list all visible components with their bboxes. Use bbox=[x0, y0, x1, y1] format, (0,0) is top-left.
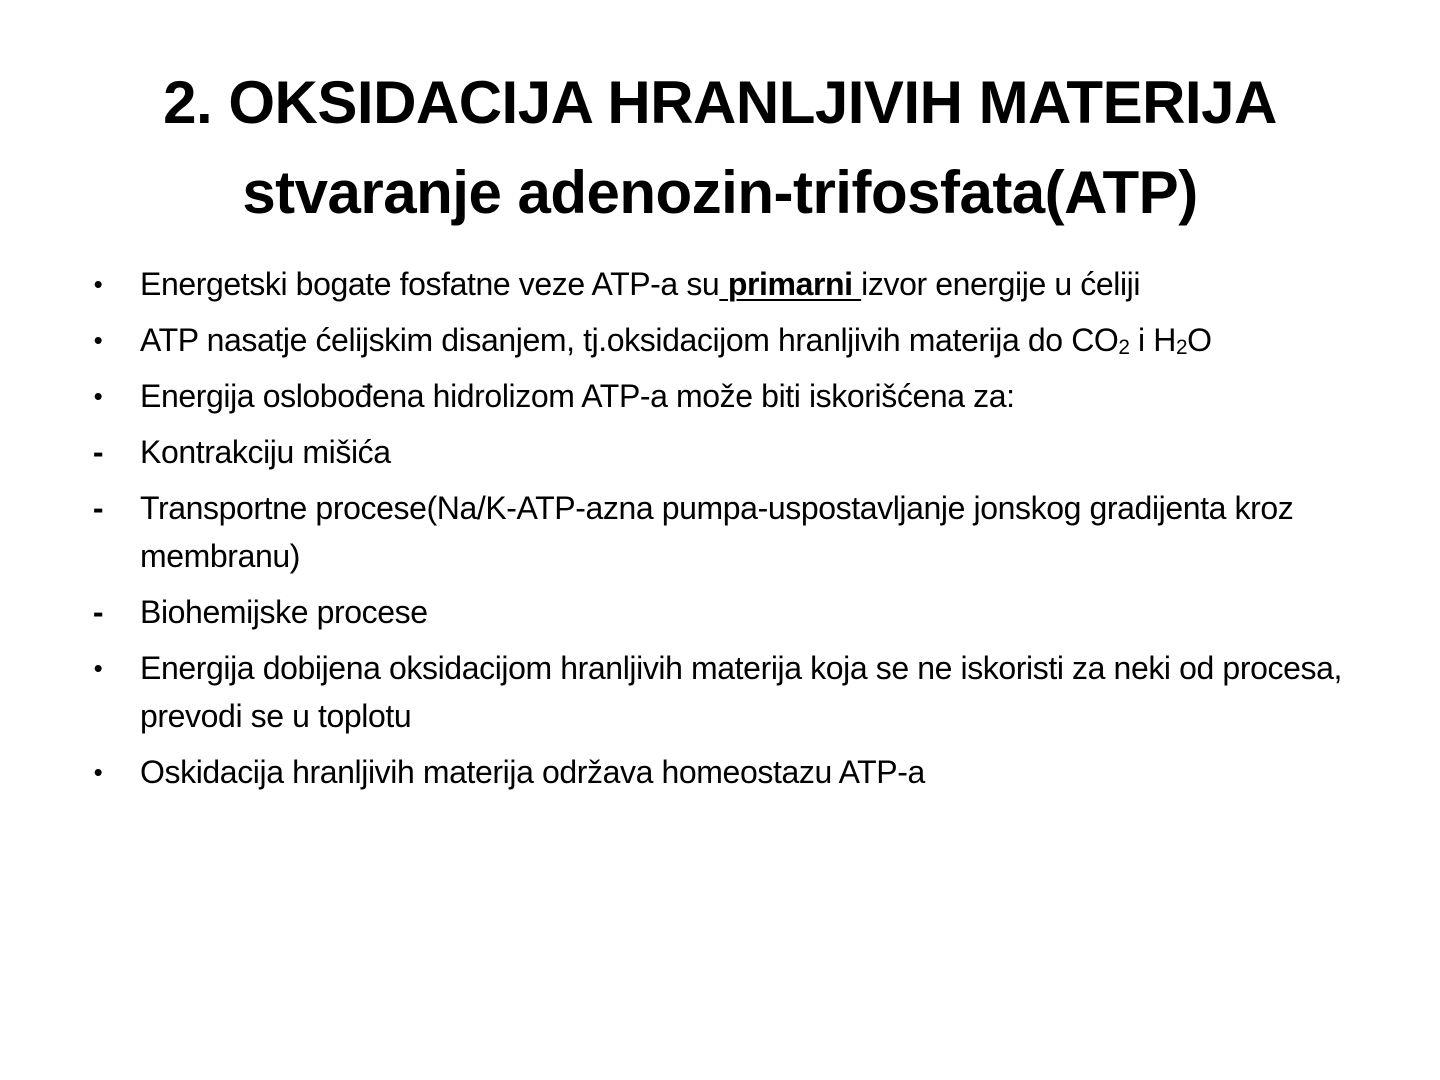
item-text: O bbox=[1187, 322, 1212, 358]
dash-icon: - bbox=[92, 490, 104, 526]
slide-title bbox=[0, 58, 1440, 238]
bullet-icon: • bbox=[93, 757, 103, 787]
item-text: Energija dobijena oksidacijom hranljivih materija koja se ne iskoristi za neki od procesa, prevodi se u toplotu bbox=[140, 650, 1342, 734]
bullet-icon: • bbox=[93, 269, 103, 299]
subscript: 2 bbox=[1175, 336, 1188, 360]
list-item bbox=[0, 260, 1440, 308]
item-text: Transportne procese(Na/K-ATP-azna pumpa-uspostavljanje jonskog gradijenta kroz membranu) bbox=[140, 490, 1294, 574]
list-item bbox=[0, 644, 1440, 740]
item-text: Biohemijske procese bbox=[140, 594, 428, 630]
item-text: Energija oslobođena hidrolizom ATP-a može biti iskorišćena za: bbox=[140, 378, 1015, 414]
list-item bbox=[0, 428, 1440, 476]
bullet-icon: • bbox=[93, 325, 103, 355]
bullet-icon: • bbox=[93, 381, 103, 411]
slide-title-line-1: 2. OKSIDACIJA HRANLJIVIH MATERIJA bbox=[163, 69, 1277, 136]
bullet-list bbox=[0, 260, 1440, 804]
slide-title-line-2: stvaranje adenozin-trifosfata(ATP) bbox=[242, 159, 1198, 226]
item-text: ATP nasatje ćelijskim disanjem, tj.oksidacijom hranljivih materija do CO bbox=[140, 322, 1119, 358]
item-text: Oskidacija hranljivih materija održava homeostazu ATP-a bbox=[140, 754, 925, 790]
emphasis-text: primarni bbox=[719, 266, 862, 302]
bullet-icon: • bbox=[93, 653, 103, 683]
item-text: Kontrakciju mišića bbox=[140, 434, 391, 470]
list-item bbox=[0, 484, 1440, 580]
dash-icon: - bbox=[92, 594, 104, 630]
item-text: izvor energije u ćeliji bbox=[861, 266, 1141, 302]
item-text: Energetski bogate fosfatne veze ATP-a su bbox=[140, 266, 720, 302]
list-item bbox=[0, 748, 1440, 796]
item-text: i H bbox=[1129, 322, 1176, 358]
list-item bbox=[0, 316, 1440, 364]
subscript: 2 bbox=[1118, 336, 1130, 360]
list-item bbox=[0, 588, 1440, 636]
dash-icon: - bbox=[92, 434, 104, 470]
list-item bbox=[0, 372, 1440, 420]
